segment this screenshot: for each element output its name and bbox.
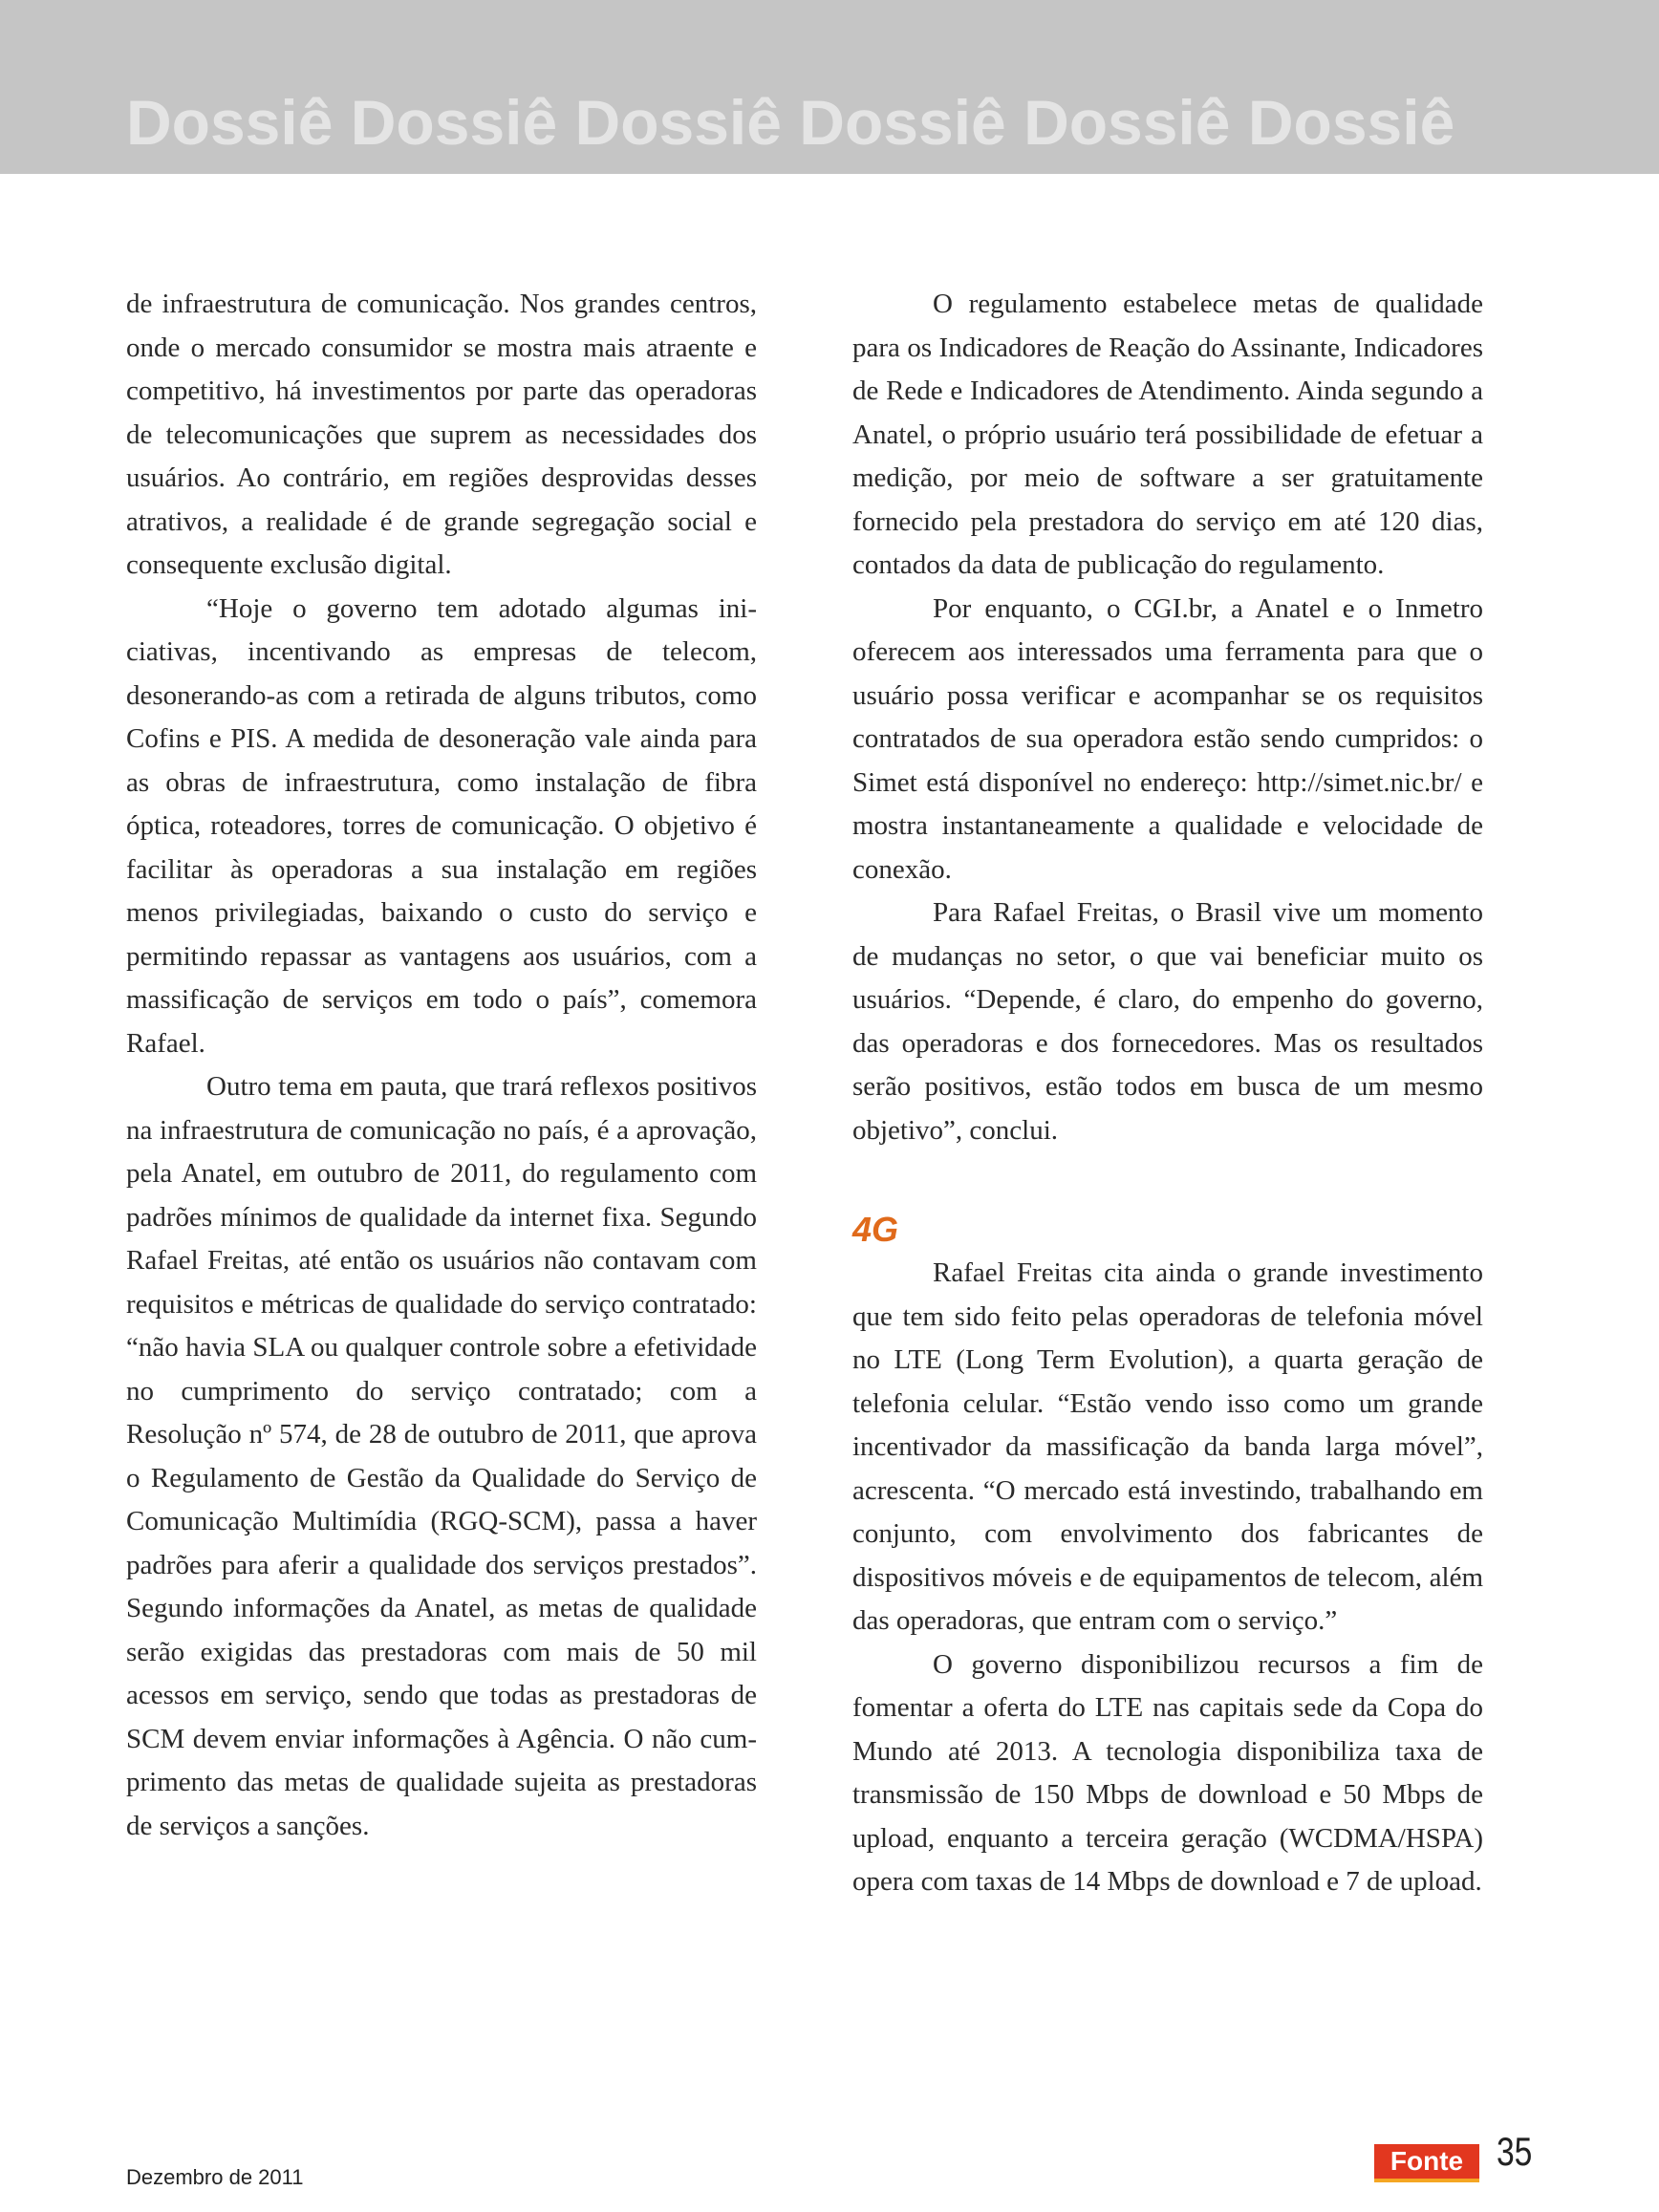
paragraph: “Hoje o governo tem adotado algumas iniciativas, incentivando as empresas de telecom, desonerando-as com a retirada de alguns tributos, como Cofins e PIS. A medida de desoneração vale ainda para as obras de infraestrutura, como instalação de fibra óptica, roteadores, torres de comunicação. O objetivo é facilitar às operadoras a sua instalação em regiões menos privilegiadas, baixando o custo do serviço e permitindo repassar as vantagens aos usuários, com a massificação de serviços em todo o país”, comemora Rafael. (126, 592, 757, 1059)
paragraph: Rafael Freitas cita ainda o grande investimento que tem sido feito pelas operadoras de telefonia móvel no LTE (Long Term Evolution), a quarta geração de telefonia celular. “Estão vendo isso como um grande incentivador da massificação da banda larga móvel”, acrescenta. “O mercado está investindo, trabalhando em conjunto, com envolvimento dos fabricantes de dispositivos móveis e de equipamentos de telecom, além das operadoras, que entram com o serviço.” (852, 1257, 1483, 1636)
magazine-logo (1374, 2144, 1479, 2182)
paragraph: Outro tema em pauta, que trará reflexos positivos na infraestrutura de comunicação no país, é a aprovação, pela Anatel, em outubro de 2011, do regulamento com padrões mínimos de qualidade da internet fixa. Segundo Rafael Freitas, até então os usuários não contavam com requisitos e métricas de qualidade do serviço contratado: “não havia SLA ou qualquer controle sobre a efetividade no cumprimento do serviço contratado; com a Resolução nº 574, de 28 de outubro de 2011, que aprova o Regulamento de Gestão da Qualidade do Serviço de Comunicação Multimídia (RGQ-SCM), passa a haver padrões para aferir a qualidade dos serviços prestados”. Segundo informações da Anatel, as metas de qualidade serão exigidas das prestadoras com mais de 50 mil acessos em serviço, sendo que todas as prestadoras de SCM devem enviar informações à Agência. O não cumprimento das metas de qualidade sujeita as prestadoras de serviços a sanções. (126, 1071, 757, 1841)
paragraph: Para Rafael Freitas, o Brasil vive um momento de mudanças no setor, o que vai beneficiar muito os usuários. “Depende, é claro, do empenho do governo, das operadoras e dos fornecedores. Mas os resultados serão positivos, estão todos em busca de um mesmo objetivo”, conclui. (852, 897, 1483, 1146)
magazine-logo-text: Fonte (1390, 2146, 1464, 2176)
paragraph: Por enquanto, o CGI.br, a Anatel e o Inmetro oferecem aos interessados uma ferramenta para que o usuário possa verificar e acompanhar se os requisitos contratados de sua operadora estão sendo cumpridos: o Simet está disponível no endereço: http://simet.nic.br/ e mostra instantaneamente a qualidade e velocidade de conexão. (852, 592, 1483, 885)
page-number: 35 (1497, 2129, 1533, 2174)
paragraph: de infraestrutura de comunicação. Nos grandes centros, onde o mercado consumidor se mostra mais atraente e competitivo, há investimentos por parte das operadoras de telecomunicações que suprem as necessidades dos usuários. Ao contrário, em regiões desprovidas desses atrativos, a realidade é de grande segregação social e consequente exclusão digital. (126, 289, 757, 580)
footer-date: Dezembro de 2011 (126, 2165, 304, 2189)
left-column (126, 283, 757, 1848)
section-banner-title: Dossiê Dossiê Dossiê Dossiê Dossiê Dossiê (126, 87, 1455, 158)
section-banner (0, 0, 1659, 174)
right-column (852, 283, 1483, 1904)
section-subheading: 4G (852, 1210, 899, 1249)
paragraph: O governo disponibilizou recursos a fim de fomentar a oferta do LTE nas capitais sede da Copa do Mundo até 2013. A tecnologia disponibiliza taxa de transmissão de 150 Mbps de download e 50 Mbps de upload, enquanto a terceira geração (WCDMA/HSPA) opera com taxas de 14 Mbps de download e 7 de upload. (852, 1648, 1483, 1897)
paragraph: O regulamento estabelece metas de qualidade para os Indicadores de Reação do Assinante, Indicadores de Rede e Indicadores de Atendimento. Ainda segundo a Anatel, o próprio usuário terá possibilidade de efetuar a medição, por meio de software a ser gratuitamente fornecido pela prestadora do serviço em até 120 dias, contados da data de publicação do regulamento. (852, 289, 1483, 580)
